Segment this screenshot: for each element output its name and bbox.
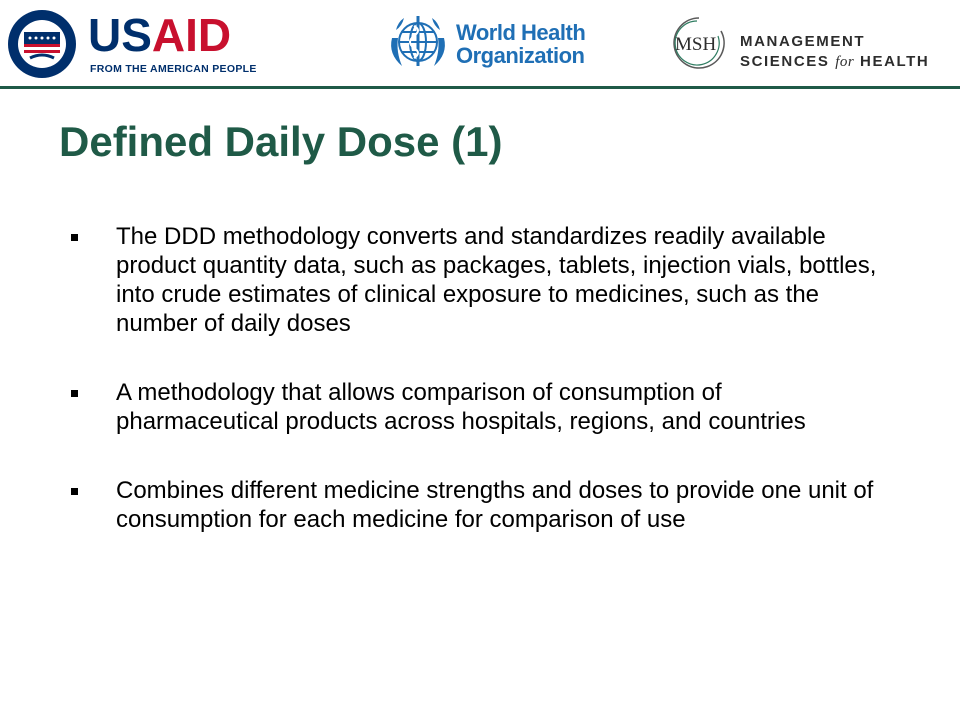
bullet-item: [66, 378, 886, 436]
square-bullet-icon: [71, 234, 78, 241]
who-name-line2: Organization: [456, 43, 585, 68]
bullet-item: [66, 476, 886, 534]
who-logo: [384, 12, 594, 78]
msh-mark-icon: [668, 14, 730, 72]
bullet-text: The DDD methodology converts and standardizes readily available product quantity data, such as packages, tablets, injection vials, bottles, into crude estimates of clinical exposure to medicines, such as the number of daily doses: [116, 223, 877, 337]
slide-title: Defined Daily Dose (1): [59, 118, 503, 165]
square-bullet-icon: [71, 488, 78, 495]
who-emblem-icon: [384, 12, 452, 78]
bullet-item: [66, 222, 886, 338]
bullet-text: A methodology that allows comparison of consumption of pharmaceutical products across hospitals, regions, and countries: [116, 379, 806, 435]
header-divider: [0, 86, 960, 89]
usaid-seal-icon: [6, 8, 78, 80]
square-bullet-icon: [71, 390, 78, 397]
bullet-list: [66, 222, 886, 574]
msh-monogram: MSH: [675, 34, 717, 55]
who-wordmark: [456, 21, 585, 67]
msh-wordmark: [740, 32, 929, 72]
logo-bar: [0, 0, 960, 86]
usaid-logo: [6, 8, 257, 80]
usaid-wordmark: USAID: [88, 9, 232, 61]
who-name-line1: World Health: [456, 20, 586, 45]
msh-logo: [668, 14, 928, 72]
usaid-tagline: FROM THE AMERICAN PEOPLE: [90, 63, 257, 75]
msh-line1: MANAGEMENT: [740, 33, 866, 50]
bullet-text: Combines different medicine strengths and doses to provide one unit of consumption for each medicine for comparison of use: [116, 477, 874, 533]
msh-line2: SCIENCES for HEALTH: [740, 53, 930, 70]
